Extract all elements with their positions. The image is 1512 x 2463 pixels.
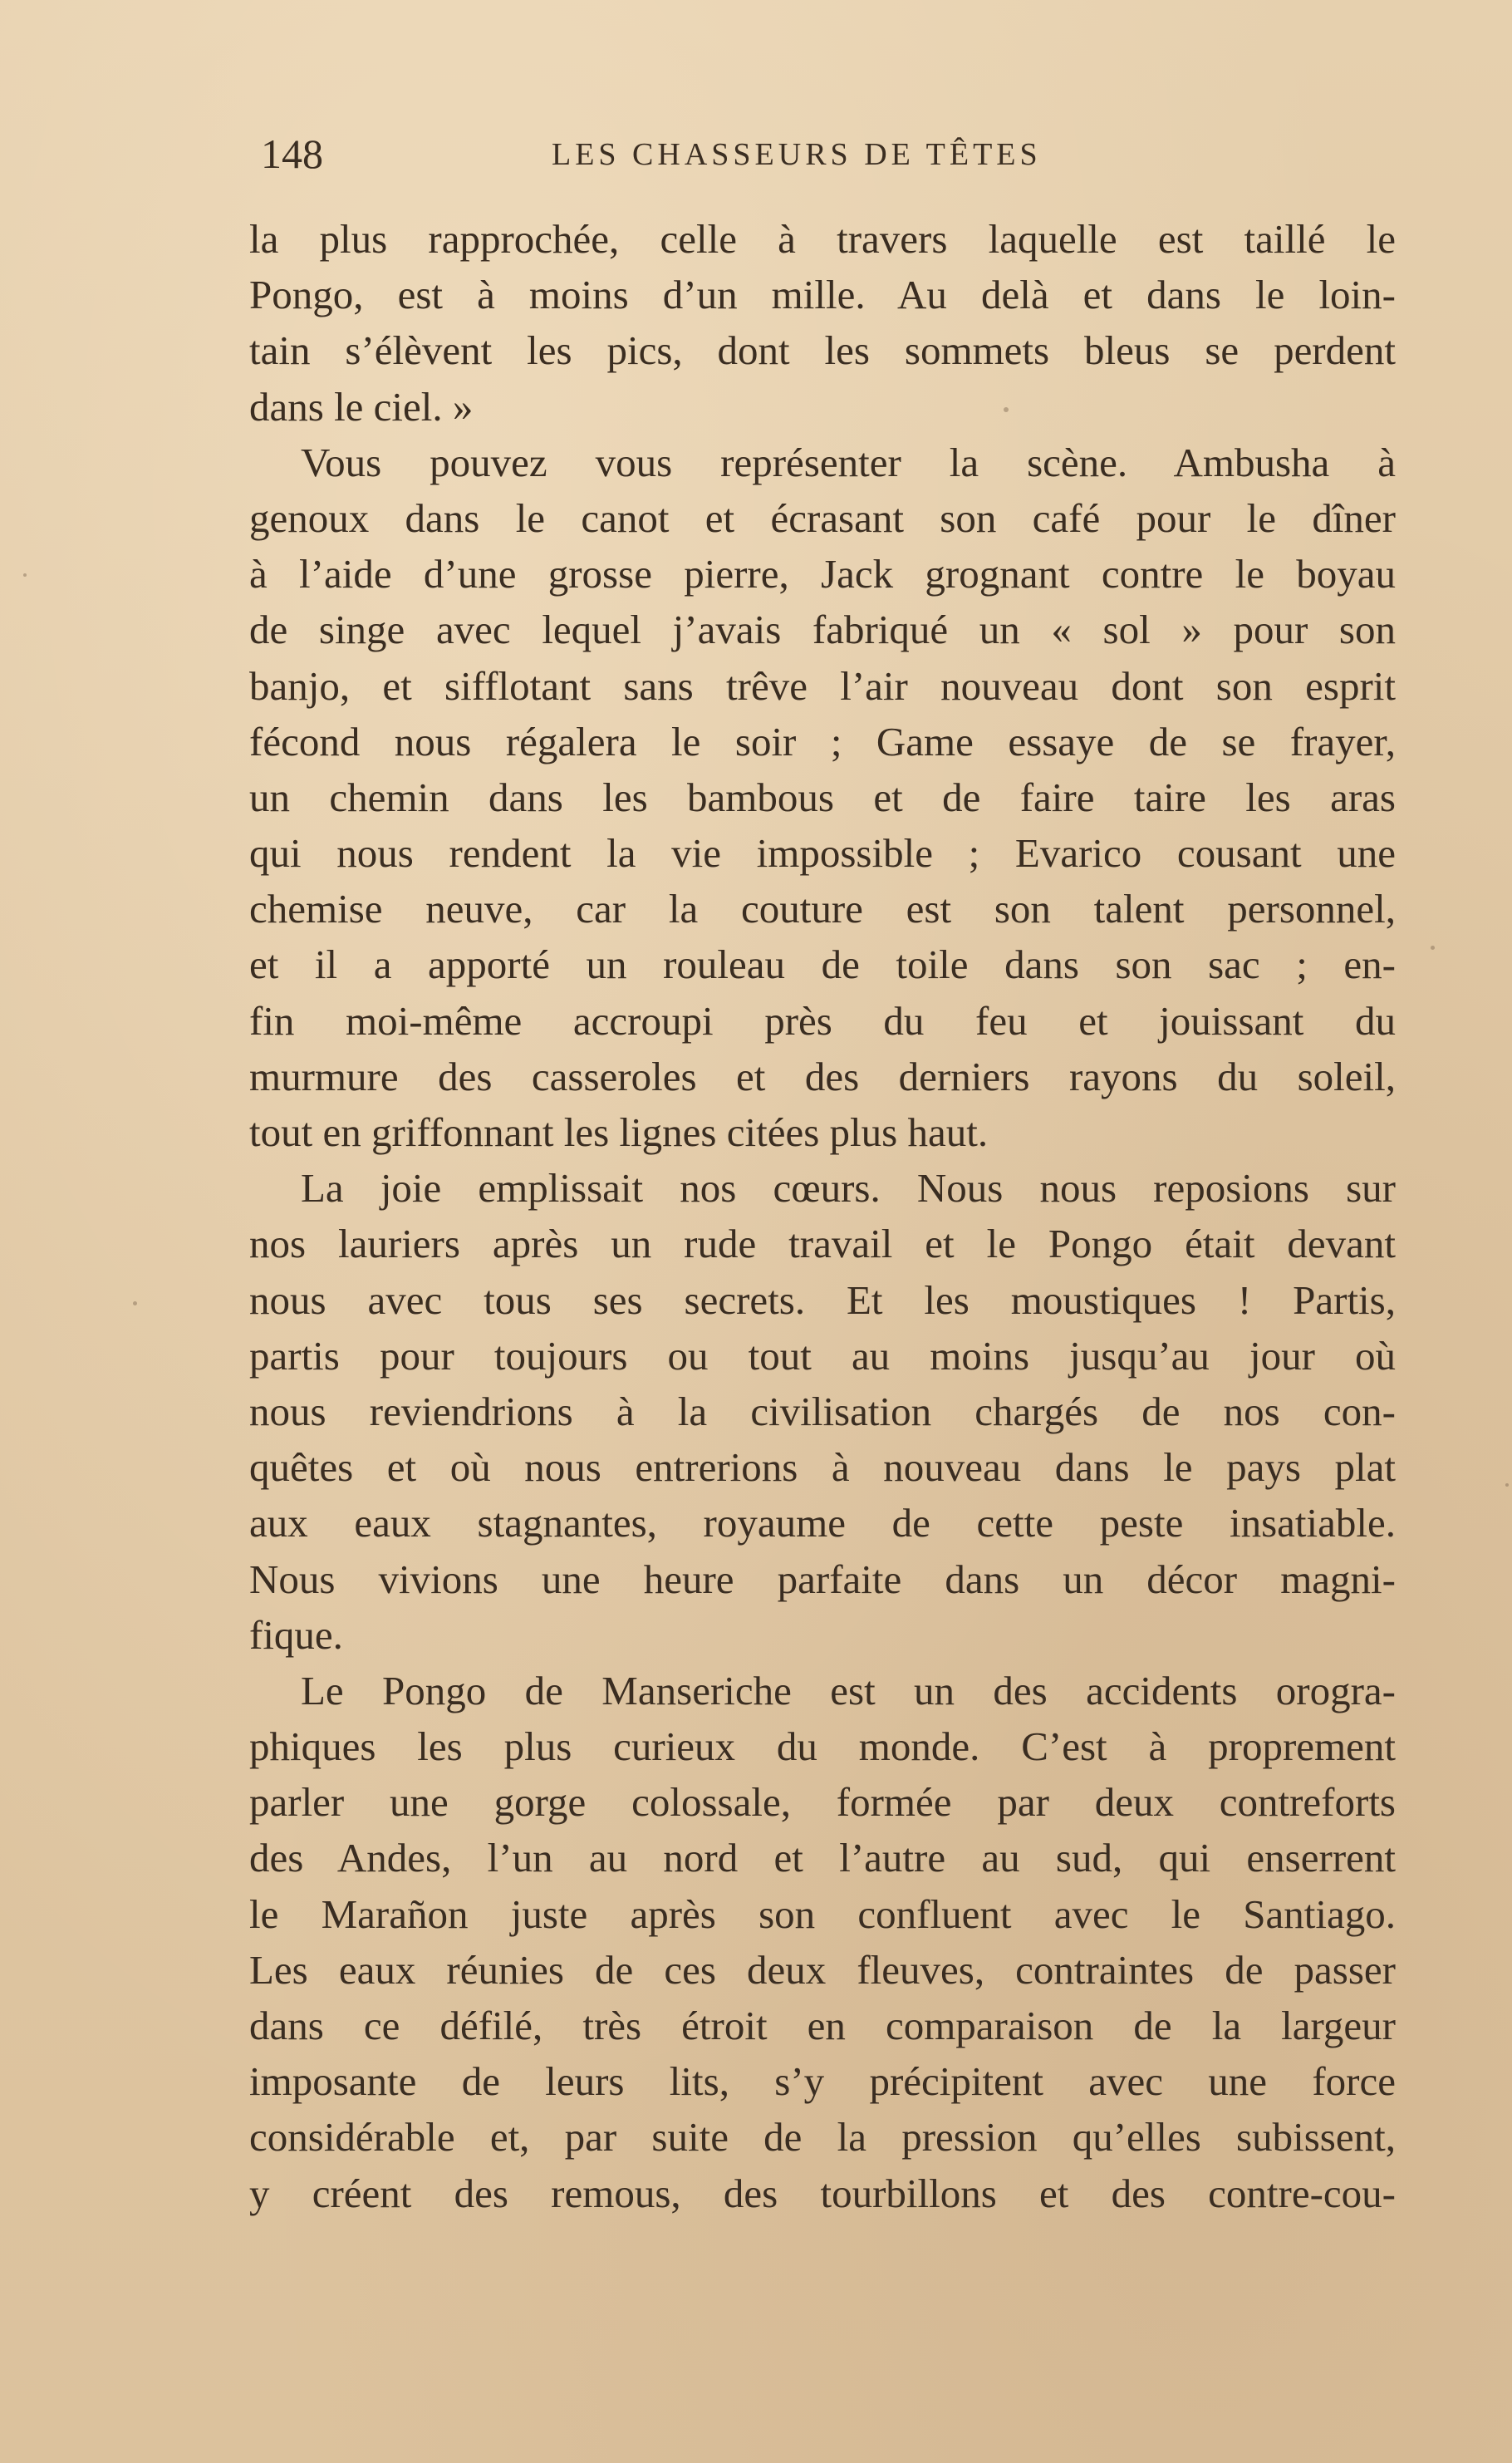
text-line: Nous vivions une heure parfaite dans un décor magni-: [249, 1556, 1396, 1602]
text-line: Le Pongo de Manseriche est un des accidents orogra-: [301, 1667, 1396, 1713]
page-number: 148: [261, 130, 323, 177]
text-line: le Marañon juste après son confluent avec le Santiago.: [249, 1890, 1396, 1937]
text-line: aux eaux stagnantes, royaume de cette peste insatiable.: [249, 1500, 1396, 1546]
text-line: la plus rapprochée, celle à travers laquelle est taillé le: [249, 216, 1396, 262]
paper-speck: [23, 573, 27, 577]
text-line: nous avec tous ses secrets. Et les moustiques ! Partis,: [249, 1276, 1396, 1323]
text-line: et il a apporté un rouleau de toile dans son sac ; en-: [249, 941, 1396, 988]
paper-speck: [1004, 407, 1009, 412]
text-line: banjo, et sifflotant sans trêve l’air nouveau dont son esprit: [249, 662, 1396, 709]
paragraph-3: [249, 1160, 1396, 1663]
paper-speck: [133, 1301, 137, 1305]
text-line: de singe avec lequel j’avais fabriqué un « sol » pour son: [249, 607, 1396, 653]
text-line: Pongo, est à moins d’un mille. Au delà et dans le loin-: [249, 272, 1396, 318]
paragraph-4: [249, 1663, 1396, 2221]
text-line: fécond nous régalera le soir ; Game essaye de se frayer,: [249, 718, 1396, 764]
text-line: chemise neuve, car la couture est son talent personnel,: [249, 886, 1396, 932]
text-line: nous reviendrions à la civilisation chargés de nos con-: [249, 1388, 1396, 1434]
text-line: Les eaux réunies de ces deux fleuves, contraintes de passer: [249, 1946, 1396, 1993]
text-line: des Andes, l’un au nord et l’autre au sud, qui enserrent: [249, 1835, 1396, 1881]
text-line: y créent des remous, des tourbillons et des contre-cou-: [249, 2170, 1396, 2216]
paper-speck: [1431, 946, 1435, 950]
text-line: tout en griffonnant les lignes citées plus haut.: [249, 1109, 989, 1155]
text-line: murmure des casseroles et des derniers rayons du soleil,: [249, 1053, 1396, 1099]
paper-speck: [1505, 1483, 1509, 1487]
paragraph-1: [249, 211, 1396, 435]
running-title: LES CHASSEURS DE TÊTES: [552, 137, 1042, 172]
text-line: La joie emplissait nos cœurs. Nous nous reposions sur: [301, 1165, 1396, 1212]
paragraph-2: [249, 435, 1396, 1160]
text-line: un chemin dans les bambous et de faire taire les aras: [249, 774, 1396, 820]
text-line: considérable et, par suite de la pression qu’elles subissent,: [249, 2114, 1396, 2161]
text-line: à l’aide d’une grosse pierre, Jack grognant contre le boyau: [249, 551, 1396, 597]
text-line: tain s’élèvent les pics, dont les sommets bleus se perdent: [249, 327, 1396, 374]
text-line: Vous pouvez vous représenter la scène. Ambusha à: [301, 439, 1396, 485]
text-line: parler une gorge colossale, formée par deux contreforts: [249, 1779, 1396, 1826]
text-line: fin moi-même accroupi près du feu et jouissant du: [249, 997, 1396, 1044]
text-line: fique.: [249, 1611, 343, 1658]
text-line: partis pour toujours ou tout au moins jusqu’au jour où: [249, 1332, 1396, 1379]
text-line: nos lauriers après un rude travail et le Pongo était devant: [249, 1221, 1396, 1267]
text-line: quêtes et où nous entrerions à nouveau dans le pays plat: [249, 1444, 1396, 1491]
text-line: qui nous rendent la vie impossible ; Evarico cousant une: [249, 830, 1396, 877]
text-line: phiques les plus curieux du monde. C’est à proprement: [249, 1723, 1396, 1770]
text-line: imposante de leurs lits, s’y précipitent avec une force: [249, 2058, 1396, 2105]
body-text: [249, 211, 1396, 2221]
page-header: [261, 125, 1399, 183]
text-line: genoux dans le canot et écrasant son café pour le dîner: [249, 494, 1396, 541]
text-line: dans le ciel. »: [249, 383, 474, 430]
text-line: dans ce défilé, très étroit en comparaison de la largeur: [249, 2003, 1396, 2048]
